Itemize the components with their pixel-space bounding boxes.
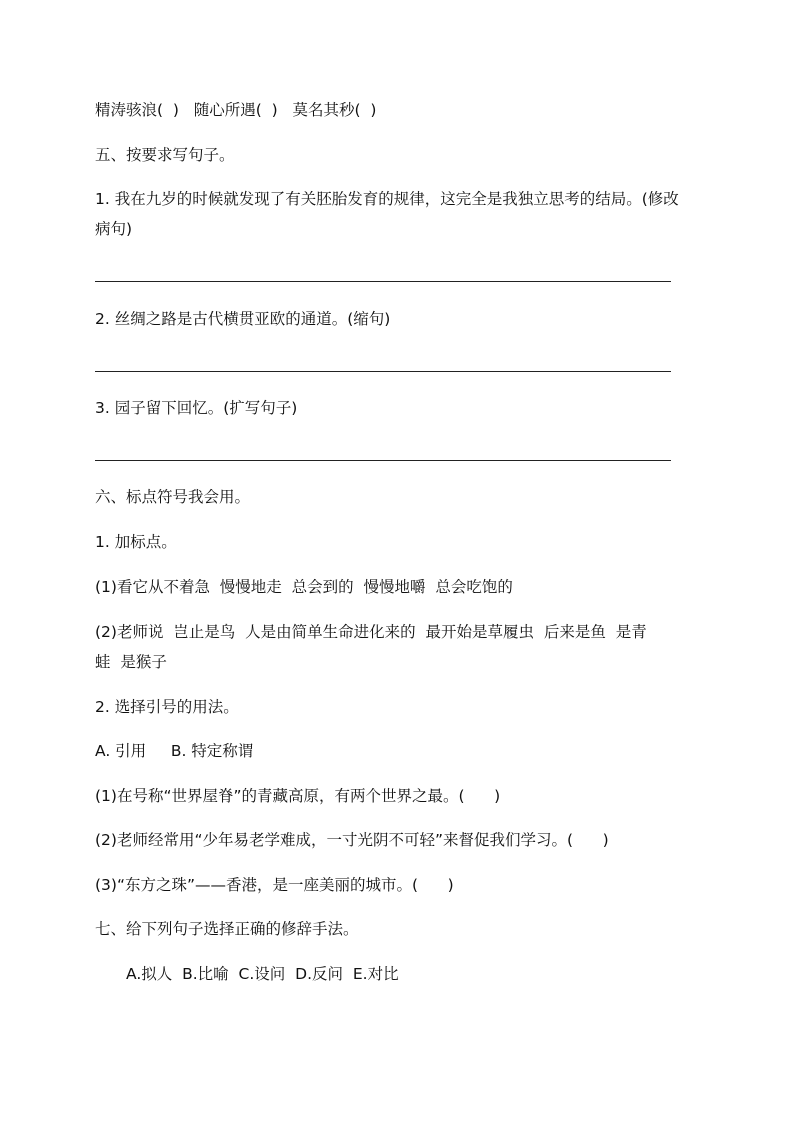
question-5-1-text-cont: 病句) xyxy=(95,220,133,238)
question-6-2-1-text: (1)在号称“世界屋脊”的青藏高原，有两个世界之最。( ) xyxy=(95,787,501,805)
question-6-1-text: 1. 加标点。 xyxy=(95,533,177,551)
question-7-options: A.拟人 B.比喻 C.设问 D.反问 E.对比 xyxy=(126,965,399,983)
question-6-1-2-text: (2)老师说 岂止是鸟 人是由简单生命进化来的 最开始是草履虫 后来是鱼 是青 xyxy=(95,623,647,641)
idiom-correction-line: 精涛骇浪( ) 随心所遇( ) 莫名其秒( ) xyxy=(95,101,377,119)
question-5-1-text: 1. 我在九岁的时候就发现了有关胚胎发育的规律，这完全是我独立思考的结局。(修改 xyxy=(95,190,679,208)
question-6-2-options: A. 引用 B. 特定称谓 xyxy=(95,742,254,760)
question-6-2-2-text: (2)老师经常用“少年易老学难成，一寸光阴不可轻”来督促我们学习。( ) xyxy=(95,831,609,849)
answer-line-5-1[interactable] xyxy=(95,281,671,282)
section-five-heading: 五、按要求写句子。 xyxy=(95,146,235,164)
section-six-heading: 六、标点符号我会用。 xyxy=(95,488,251,506)
question-6-1-1-text: (1)看它从不着急 慢慢地走 总会到的 慢慢地嚼 总会吃饱的 xyxy=(95,578,513,596)
question-6-2-text: 2. 选择引号的用法。 xyxy=(95,698,239,716)
section-seven-heading: 七、给下列句子选择正确的修辞手法。 xyxy=(95,920,359,938)
answer-line-5-2[interactable] xyxy=(95,371,671,372)
question-5-3-text: 3. 园子留下回忆。(扩写句子) xyxy=(95,399,298,417)
question-6-1-2-text-cont: 蛙 是猴子 xyxy=(95,653,167,671)
answer-line-5-3[interactable] xyxy=(95,460,671,461)
question-5-2-text: 2. 丝绸之路是古代横贯亚欧的通道。(缩句) xyxy=(95,310,391,328)
question-6-2-3-text: (3)“东方之珠”——香港，是一座美丽的城市。( ) xyxy=(95,876,454,894)
